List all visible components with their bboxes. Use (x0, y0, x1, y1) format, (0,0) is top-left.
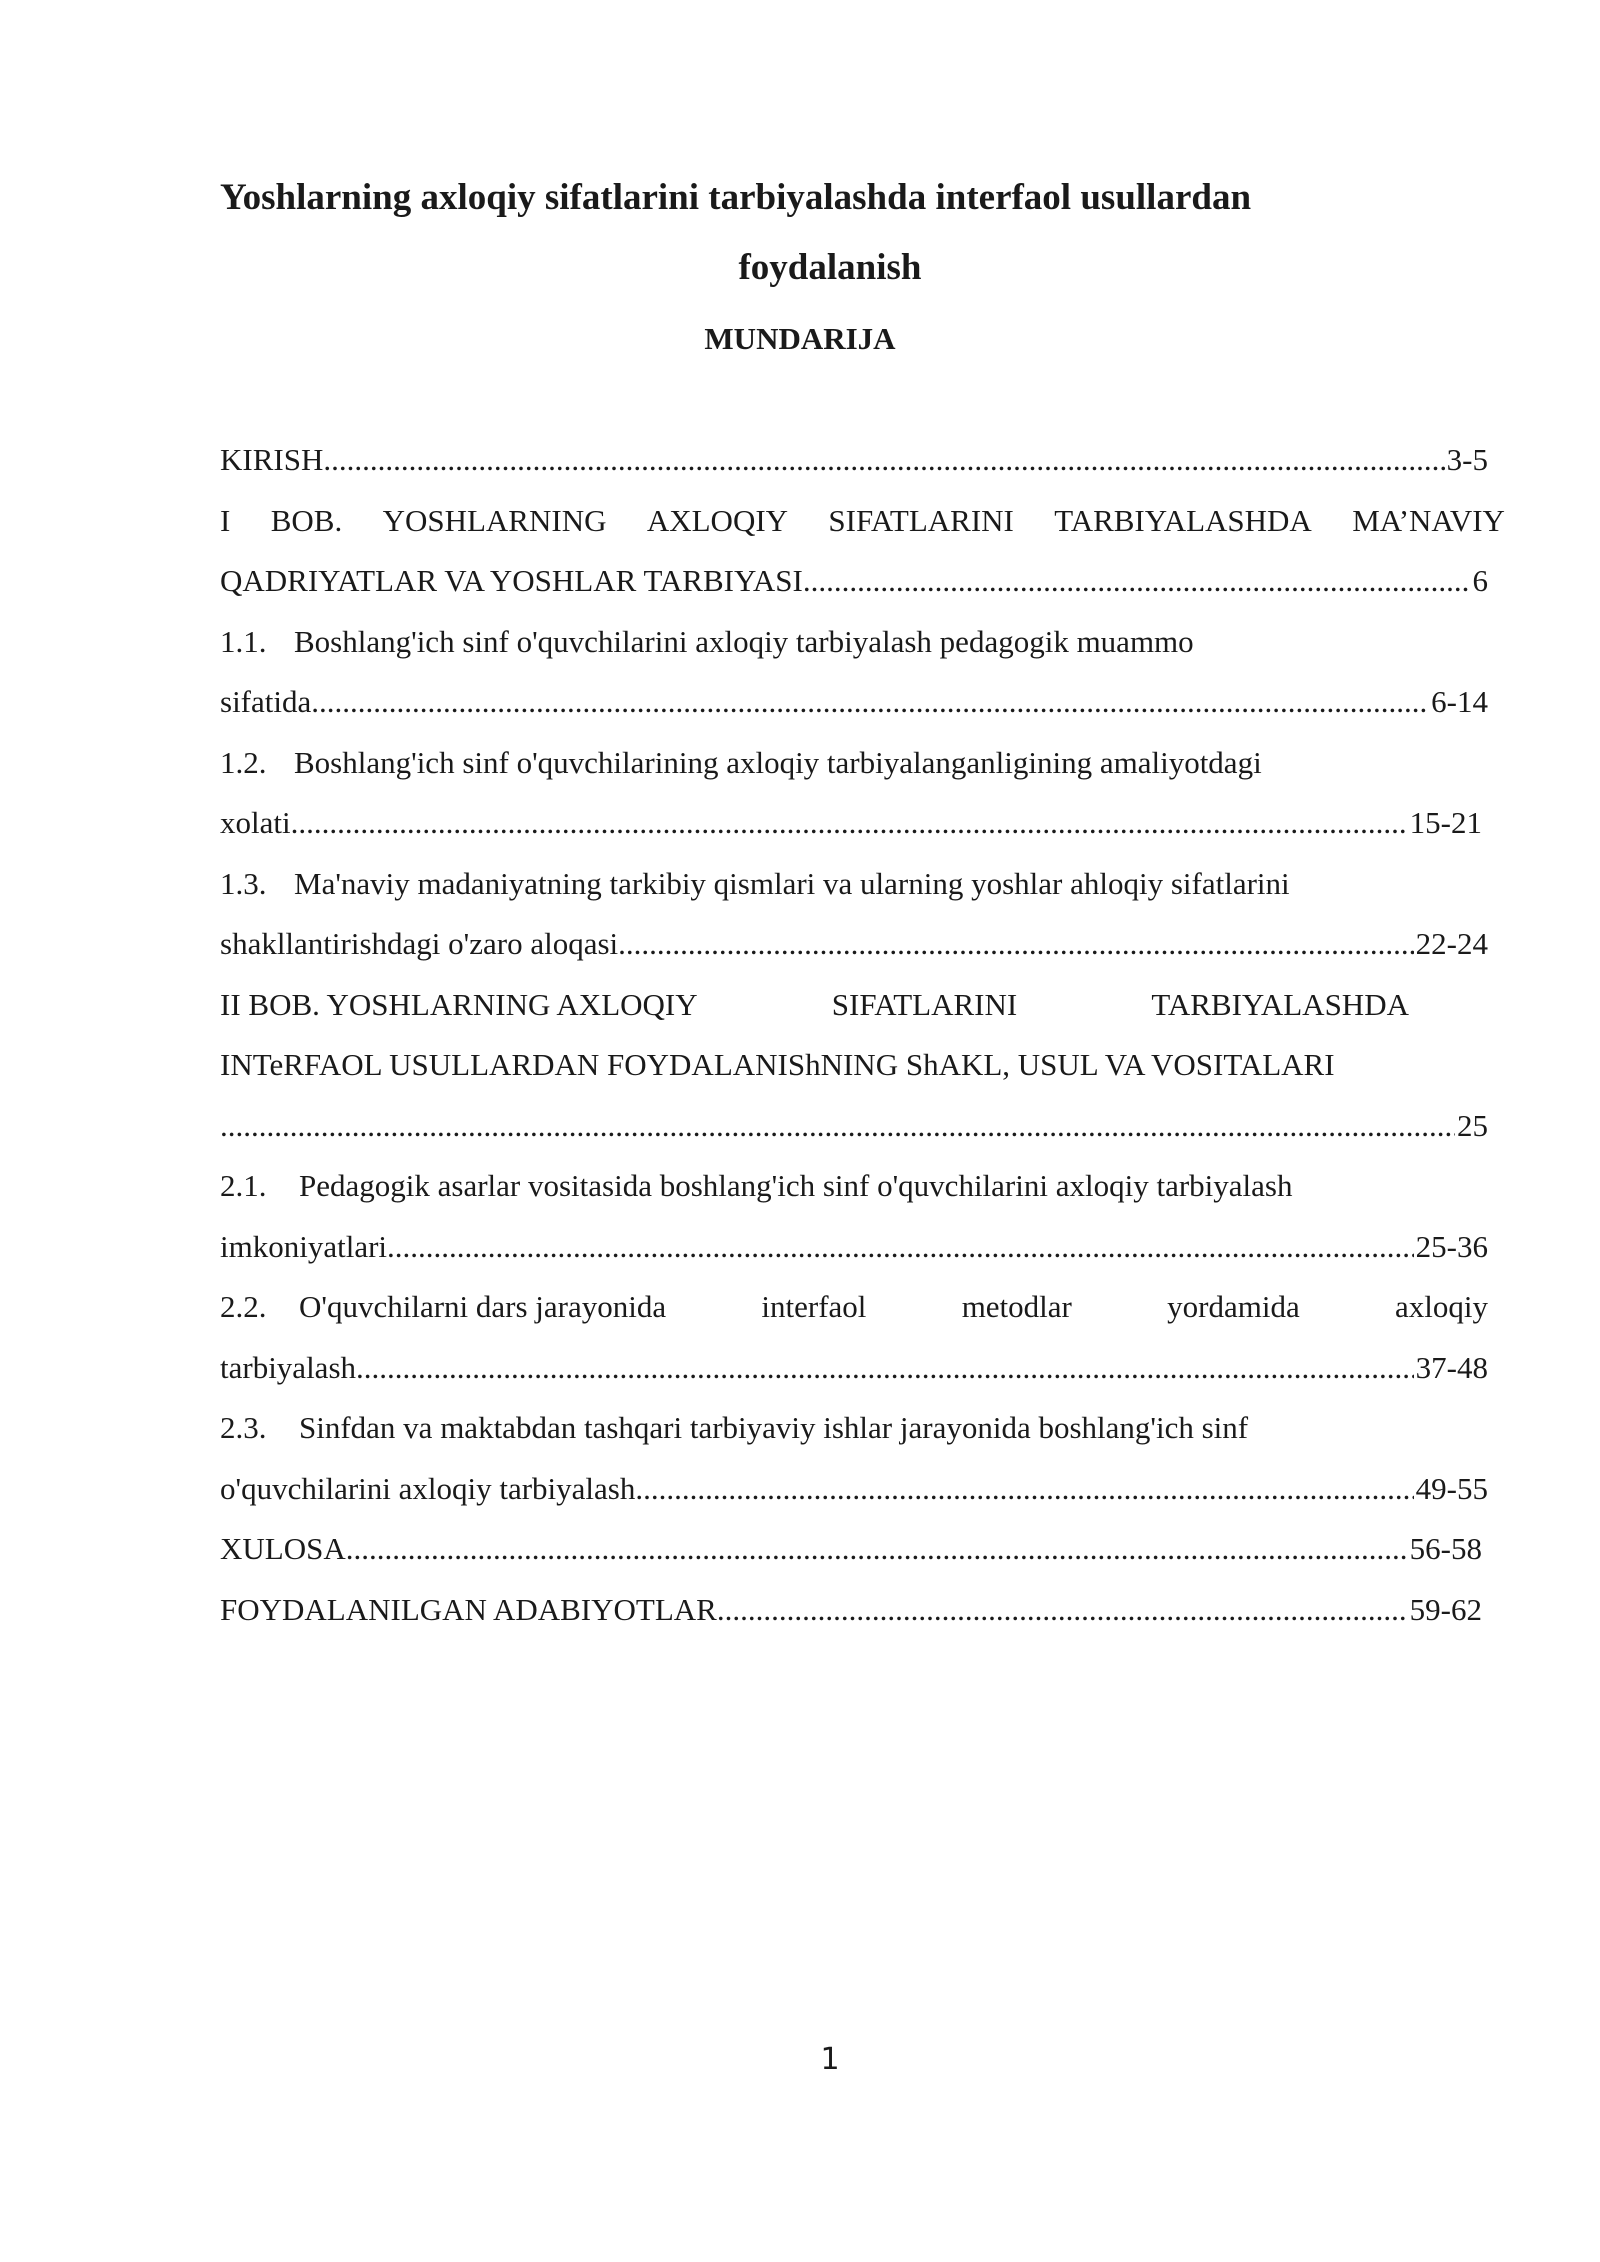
toc-entry-1-2-line2[interactable] (220, 793, 1510, 854)
toc-word: O'quvchilarni dars jarayonida (299, 1289, 667, 1324)
toc-word: SIFATLARINI (831, 986, 1018, 1022)
toc-entry-1-1-line1[interactable] (220, 612, 1510, 673)
title-line-2: foydalanish (738, 247, 922, 288)
dot-leader (356, 1338, 1414, 1399)
toc-entry-label: QADRIYATLAR VA YOSHLAR TARBIYASI (220, 563, 803, 598)
toc-word: metodlar (961, 1289, 1072, 1324)
toc-heading-text: MUNDARIJA (704, 321, 896, 356)
toc-word: I (220, 502, 231, 538)
toc-word: axloqiy (1394, 1289, 1488, 1324)
dot-leader (717, 1580, 1408, 1641)
toc-word: yordamida (1167, 1289, 1300, 1324)
toc-page-range: 49-55 (1415, 1470, 1488, 1506)
toc-entry-label: Boshlang'ich sinf o'quvchilarini axloqiy tarbiyalash pedagogik muammo (294, 623, 1194, 659)
dot-leader (387, 1217, 1414, 1278)
section-number: 2.3. (220, 1410, 267, 1445)
toc-entry-label: XULOSA (220, 1531, 346, 1566)
toc-entry-adabiyotlar[interactable] (220, 1580, 1510, 1641)
toc-entry-2-2-line1[interactable] (220, 1277, 1510, 1338)
toc-page-range: 59-62 (1409, 1591, 1482, 1627)
toc-entry-label: KIRISH (220, 442, 324, 477)
toc-word: TARBIYALASHDA (1054, 502, 1312, 538)
toc-entry-label: Sinfdan va maktabdan tashqari tarbiyaviy ishlar jarayonida boshlang'ich sinf (299, 1410, 1249, 1445)
toc-word: YOSHLARNING (382, 502, 607, 538)
dot-leader (618, 914, 1414, 975)
title-line-1: Yoshlarning axloqiy sifatlarini tarbiyalashda interfaol usullardan (220, 177, 1252, 218)
dot-leader (635, 1459, 1413, 1520)
toc-word: II BOB. YOSHLARNING AXLOQIY (220, 986, 698, 1022)
toc-entry-2-1-line1[interactable] (220, 1156, 1510, 1217)
toc-page-range: 37-48 (1415, 1349, 1488, 1385)
toc-entry-label: INTeRFAOL USULLARDAN FOYDALANIShNING ShAKL, USUL VA VOSITALARI (220, 1047, 1335, 1082)
toc-page-range: 3-5 (1446, 442, 1488, 477)
toc-entry-label: Boshlang'ich sinf o'quvchilarining axloqiy tarbiyalanganligining amaliyotdagi (294, 744, 1262, 780)
toc-entry-2-1-line2[interactable] (220, 1217, 1510, 1278)
section-number: 1.2. (220, 744, 267, 780)
toc-entry-label: shakllantirishdagi o'zaro aloqasi (220, 926, 619, 961)
toc-word: interfaol (761, 1289, 867, 1324)
toc-entry-1-3-line2[interactable] (220, 914, 1510, 975)
section-number: 1.3. (220, 865, 267, 901)
toc-page-range: 6 (1472, 563, 1488, 598)
toc-entry-1-3-line1[interactable] (220, 854, 1510, 915)
toc-entry-bob2-line2[interactable] (220, 1035, 1510, 1096)
toc-entry-bob2-line1[interactable] (220, 975, 1510, 1036)
toc-entry-label: Pedagogik asarlar vositasida boshlang'ich sinf o'quvchilarini axloqiy tarbiyalash (299, 1168, 1293, 1203)
toc-entry-1-1-line2[interactable] (220, 672, 1510, 733)
toc-entry-bob1-line2[interactable] (220, 551, 1510, 612)
section-number: 2.2. (220, 1289, 267, 1324)
toc-page-range: 25 (1457, 1107, 1488, 1143)
toc-entry-label: xolati (220, 805, 291, 840)
dot-leader (291, 793, 1408, 854)
toc-word: MA’NAVIY (1352, 502, 1505, 538)
toc-heading (220, 314, 1500, 364)
toc-word: BOB. (270, 502, 343, 538)
dot-leader (346, 1519, 1408, 1580)
toc-entry-label: imkoniyatlari (220, 1228, 388, 1264)
toc-entry-kirish[interactable] (220, 430, 1510, 491)
toc-entry-1-2-line1[interactable] (220, 733, 1510, 794)
toc-word: TARBIYALASHDA (1151, 986, 1409, 1022)
toc-page-range: 22-24 (1415, 926, 1488, 961)
toc-page-range: 6-14 (1431, 684, 1488, 719)
dot-leader (220, 1096, 1455, 1157)
toc-entry-label: tarbiyalash (220, 1349, 357, 1385)
section-number: 1.1. (220, 623, 267, 659)
toc-entry-label: Ma'naviy madaniyatning tarkibiy qismlari va ularning yoshlar ahloqiy sifatlarini (294, 865, 1290, 901)
table-of-contents (220, 430, 1510, 1640)
toc-entry-bob2-line3[interactable] (220, 1096, 1510, 1157)
toc-word: SIFATLARINI (828, 502, 1014, 538)
toc-entry-xulosa[interactable] (220, 1519, 1510, 1580)
toc-entry-2-3-line1[interactable] (220, 1398, 1510, 1459)
toc-page-range: 15-21 (1409, 805, 1482, 840)
toc-page-range: 56-58 (1409, 1531, 1482, 1566)
toc-page-range: 25-36 (1415, 1228, 1488, 1264)
section-number: 2.1. (220, 1168, 267, 1203)
toc-entry-2-2-line2[interactable] (220, 1338, 1510, 1399)
page-number: 1 (820, 2042, 840, 2077)
toc-entry-bob1-line1[interactable] (220, 491, 1510, 552)
dot-leader (803, 551, 1471, 612)
toc-word: AXLOQIY (646, 502, 789, 538)
toc-entry-2-3-line2[interactable] (220, 1459, 1510, 1520)
dot-leader (323, 430, 1444, 491)
document-title (220, 163, 1400, 303)
toc-entry-label: o'quvchilarini axloqiy tarbiyalash (220, 1470, 636, 1506)
toc-entry-label: sifatida (220, 684, 312, 719)
toc-entry-label: FOYDALANILGAN ADABIYOTLAR (220, 1591, 717, 1627)
dot-leader (311, 672, 1429, 733)
